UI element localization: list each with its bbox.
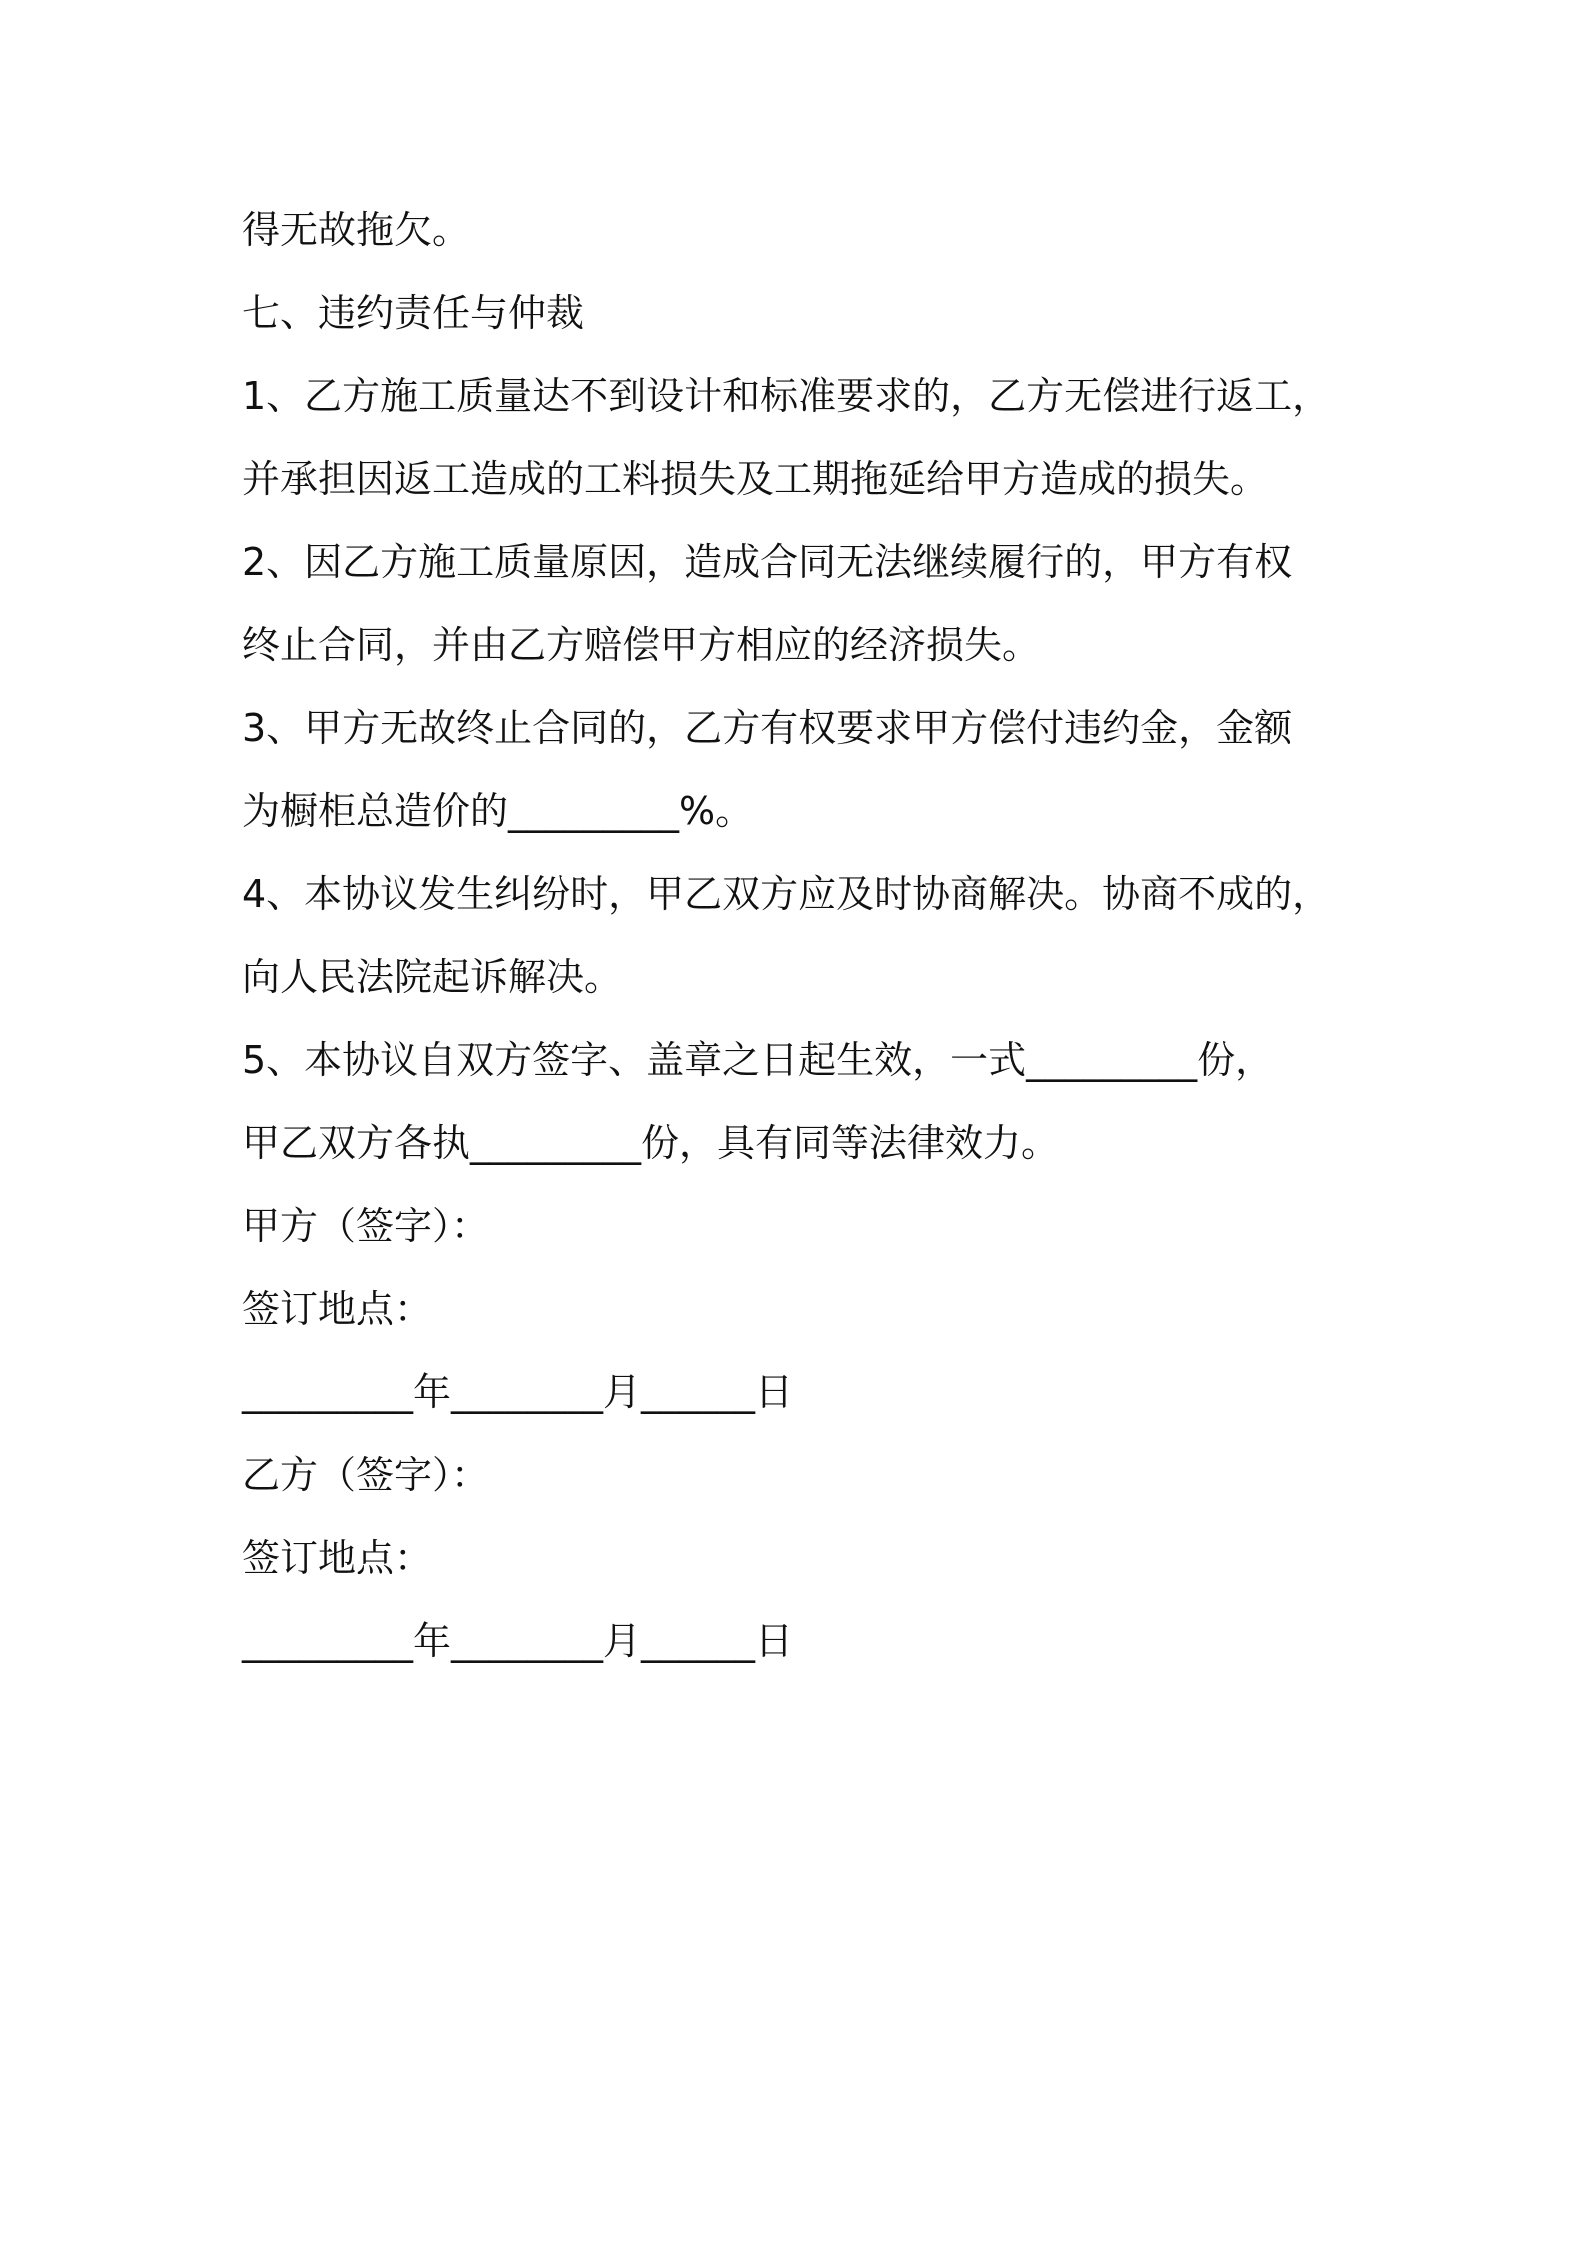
clause-1-line-2: 并承担因返工造成的工料损失及工期拖延给甲方造成的损失。 — [242, 457, 1269, 501]
party-a-signing-place-label: 签订地点： — [242, 1287, 433, 1331]
clause-5-line-2: 甲乙双方各执_________份，具有同等法律效力。 — [242, 1121, 1060, 1165]
clause-3-line-1: 3、甲方无故终止合同的，乙方有权要求甲方偿付违约金，金额 — [242, 706, 1293, 750]
clause-1-line-1: 1、乙方施工质量达不到设计和标准要求的，乙方无偿进行返工， — [242, 374, 1331, 418]
clause-5-line-1: 5、本协议自双方签字、盖章之日起生效，一式_________份， — [242, 1038, 1274, 1082]
party-b-signature-label: 乙方（签字）： — [242, 1453, 490, 1497]
clause-4-line-1: 4、本协议发生纠纷时，甲乙双方应及时协商解决。协商不成的， — [242, 872, 1331, 916]
party-a-signature-label: 甲方（签字）： — [242, 1204, 490, 1248]
section-heading-breach-arbitration: 七、违约责任与仲裁 — [242, 291, 585, 335]
party-b-signing-place-label: 签订地点： — [242, 1536, 433, 1580]
clause-2-line-2: 终止合同，并由乙方赔偿甲方相应的经济损失。 — [242, 623, 1041, 667]
party-a-date-line: _________年________月______日 — [242, 1370, 794, 1414]
party-b-date-line: _________年________月______日 — [242, 1619, 794, 1663]
clause-4-line-2: 向人民法院起诉解决。 — [242, 955, 623, 999]
clause-2-line-1: 2、因乙方施工质量原因，造成合同无法继续履行的，甲方有权 — [242, 540, 1293, 584]
clause-3-line-2: 为橱柜总造价的_________%。 — [242, 789, 754, 833]
paragraph-continuation: 得无故拖欠。 — [242, 208, 471, 252]
